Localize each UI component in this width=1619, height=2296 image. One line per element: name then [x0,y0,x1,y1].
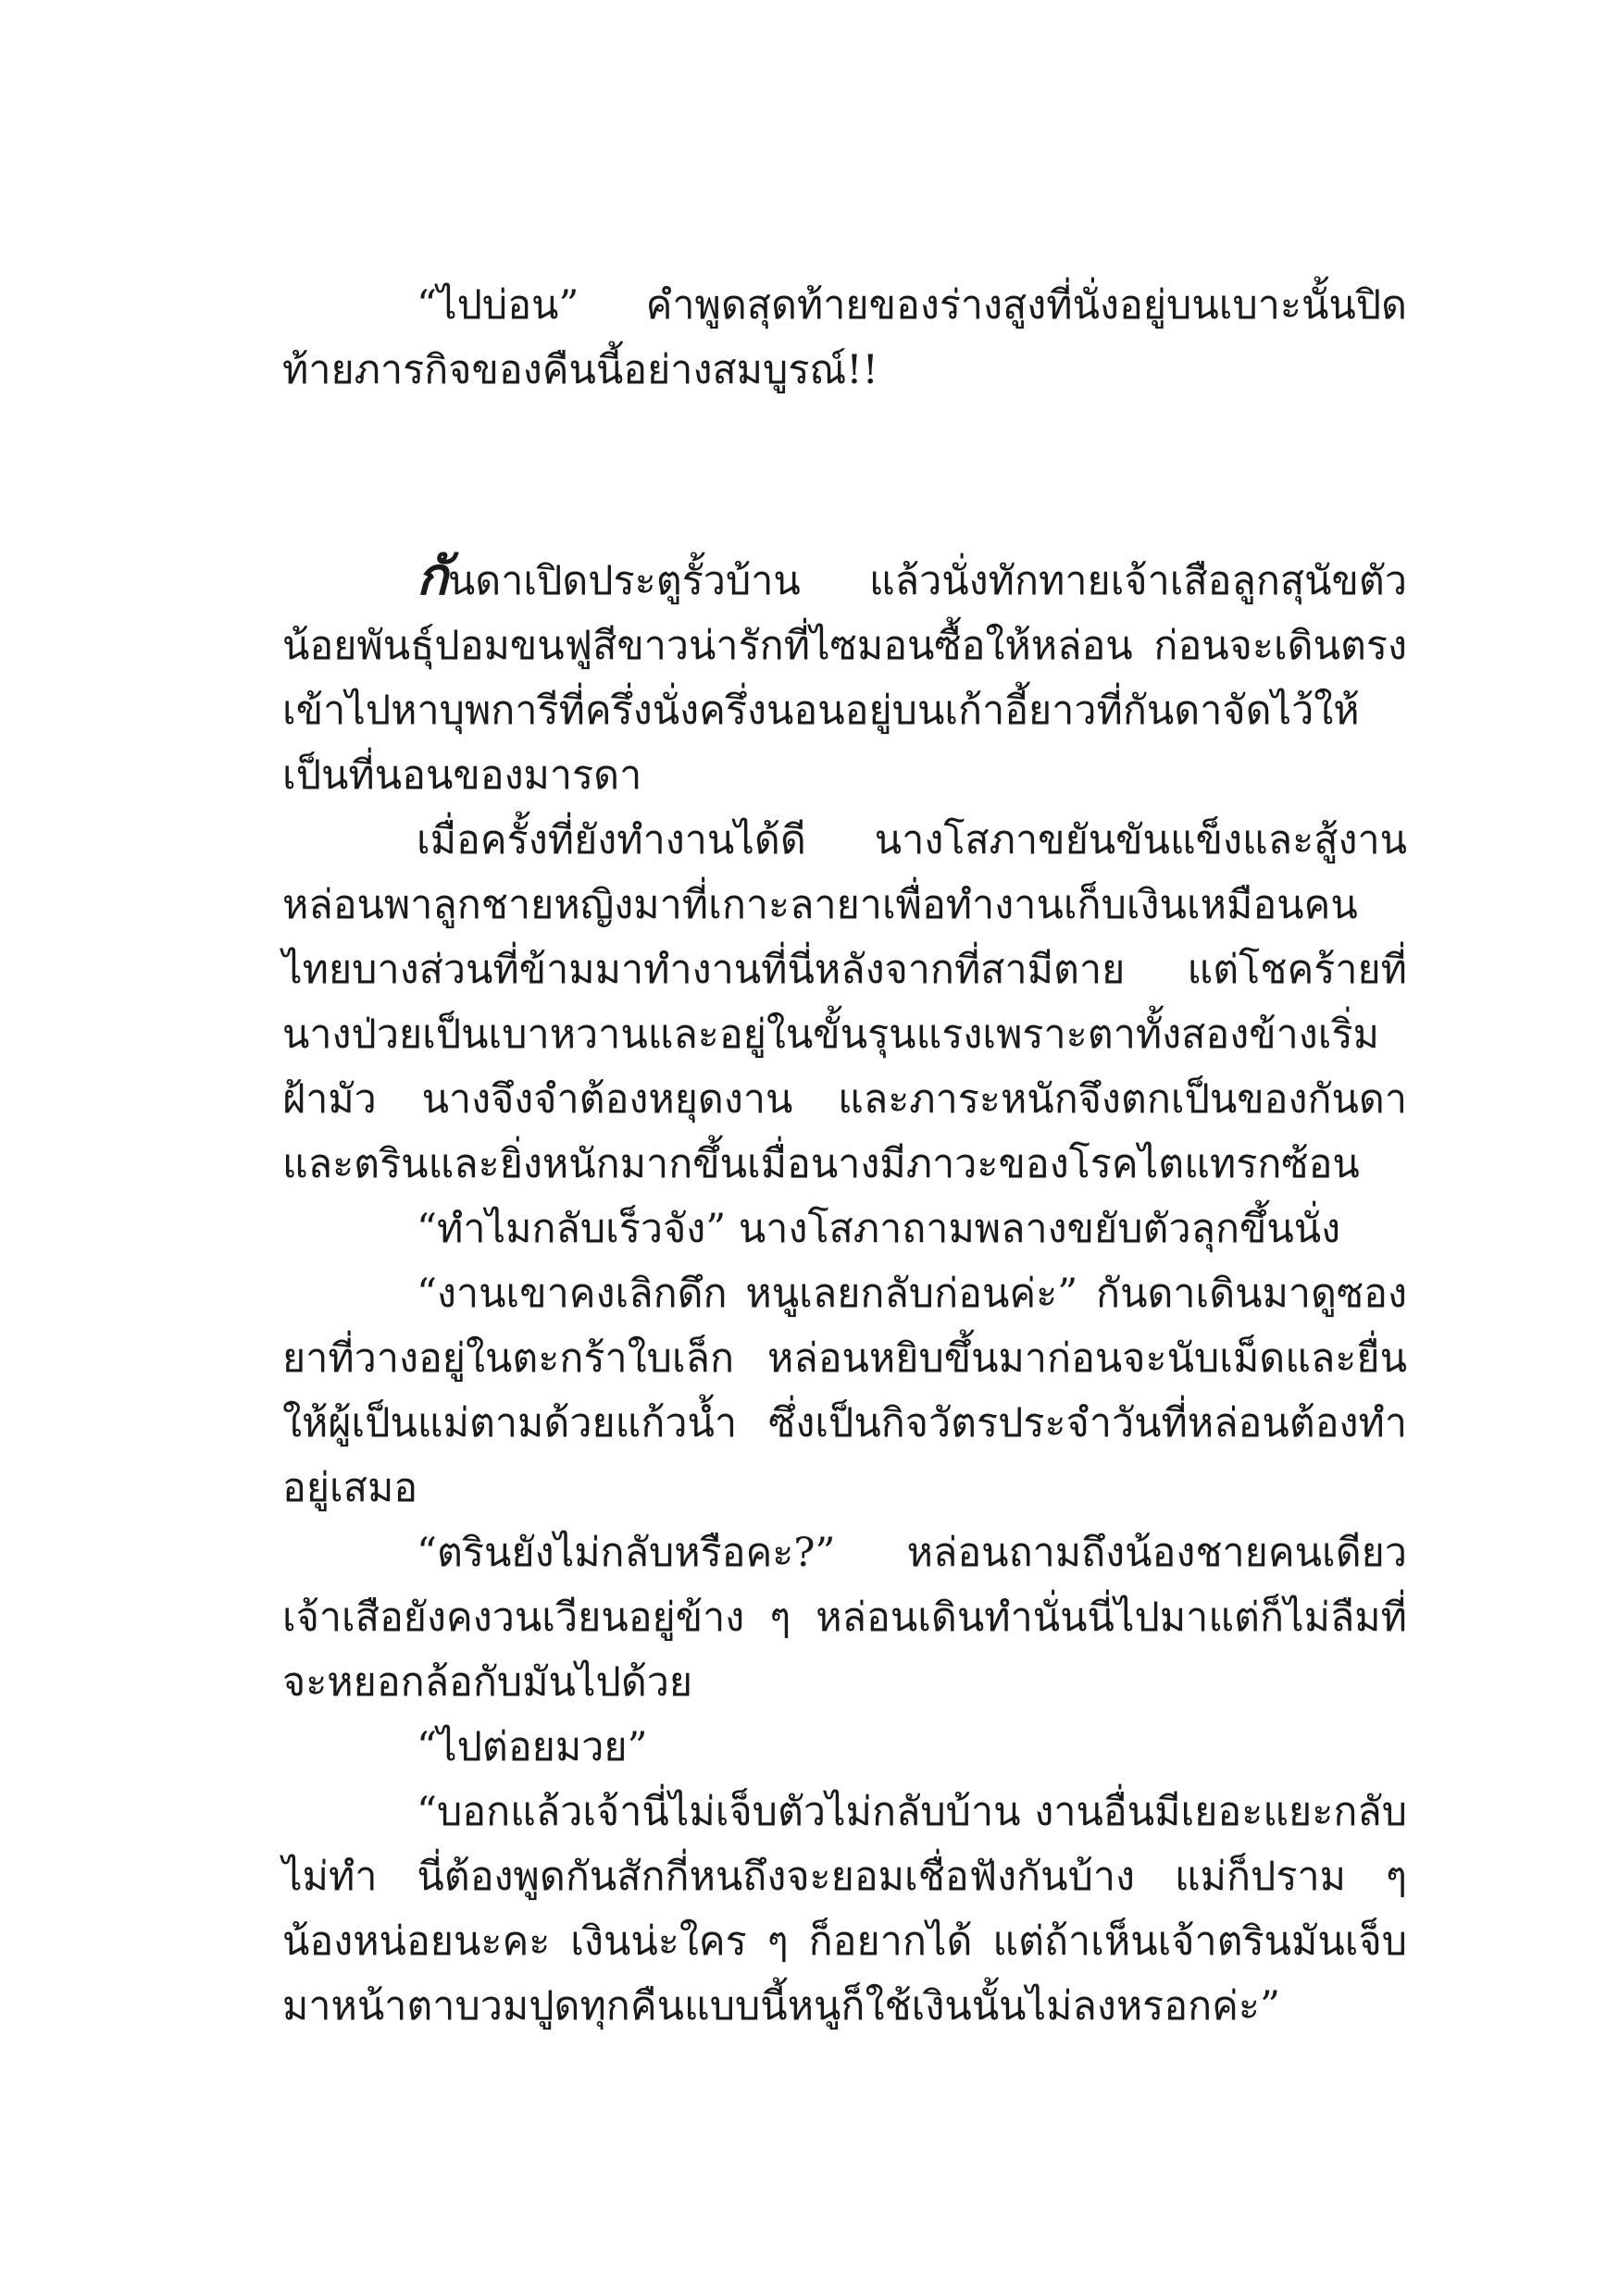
chapter-first-paragraph-text: นดาเปิดประตูรั้วบ้าน แล้วนั่งทักทายเจ้าเสือลูกสุนัขตัวน้อยพันธุ์ปอมขนฟูสีขาวน่ารักที่ไซมอนซื้อให้หล่อน ก่อนจะเดินตรงเข้าไปหาบุพการีที่ครึ่งนั่งครึ่งนอนอยู่บนเก้าอี้ยาวที่กันดาจัดไว้ให้เป็นที่นอนของมารดา [282,558,1407,799]
dialogue-paragraph: “ตรินยังไม่กลับหรือคะ?” หล่อนถามถึงน้องชายคนเดียวเจ้าเสือยังคงวนเวียนอยู่ข้าง ๆ หล่อนเดินทำนั่นนี่ไปมาแต่ก็ไม่ลืมที่จะหยอกล้อกับมันไปด้วย [282,1530,1407,1706]
dialogue-paragraph: “งานเขาคงเลิกดึก หนูเลยกลับก่อนค่ะ” กันดาเดินมาดูซองยาที่วางอยู่ในตะกร้าใบเล็ก หล่อนหยิบขึ้นมาก่อนจะนับเม็ดและยื่นให้ผู้เป็นแม่ตามด้วยแก้วน้ำ ซึ่งเป็นกิจวัตรประจำวันที่หล่อนต้องทำอยู่เสมอ [282,1271,1407,1511]
dialogue-paragraph: “ทำไมกลับเร็วจัง” นางโสภาถามพลางขยับตัวลุกขึ้นนั่ง [417,1206,1341,1252]
chapter-section [282,544,1407,2039]
opening-paragraph: “ไปบ่อน” คำพูดสุดท้ายของร่างสูงที่นั่งอยู่บนเบาะนั้นปิดท้ายภารกิจของคืนนี้อย่างสมบูรณ์!! [282,282,1407,393]
dialogue-paragraph: “บอกแล้วเจ้านี่ไม่เจ็บตัวไม่กลับบ้าน งานอื่นมีเยอะแยะกลับไม่ทำ นี่ต้องพูดกันสักกี่หนถึงจะยอมเชื่อฟังกันบ้าง แม่ก็ปราม ๆ น้องหน่อยนะคะ เงินน่ะใคร ๆ ก็อยากได้ แต่ถ้าเห็นเจ้าตรินมันเจ็บมาหน้าตาบวมปูดทุกคืนแบบนี้หนูก็ใช้เงินนั้นไม่ลงหรอกค่ะ” [282,1789,1407,2029]
dialogue-paragraph: “ไปต่อยมวย” [417,1724,648,1770]
story-paragraph: เมื่อครั้งที่ยังทำงานได้ดี นางโสภาขยันขันแข็งและสู้งานหล่อนพาลูกชายหญิงมาที่เกาะลายาเพื่อทำงานเก็บเงินเหมือนคนไทยบางส่วนที่ข้ามมาทำงานที่นี่หลังจากที่สามีตาย แต่โชคร้ายที่นางป่วยเป็นเบาหวานและอยู่ในขั้นรุนแรงเพราะตาทั้งสองข้างเริ่มฝ้ามัว นางจึงจำต้องหยุดงาน และภาระหนักจึงตกเป็นของกันดาและตรินและยิ่งหนักมากขึ้นเมื่อนางมีภาวะของโรคไตแทรกซ้อน [282,817,1407,1187]
chapter-first-paragraph [282,544,1407,808]
chapter-drop-letter: กั [417,546,448,607]
opening-section [282,273,1407,403]
